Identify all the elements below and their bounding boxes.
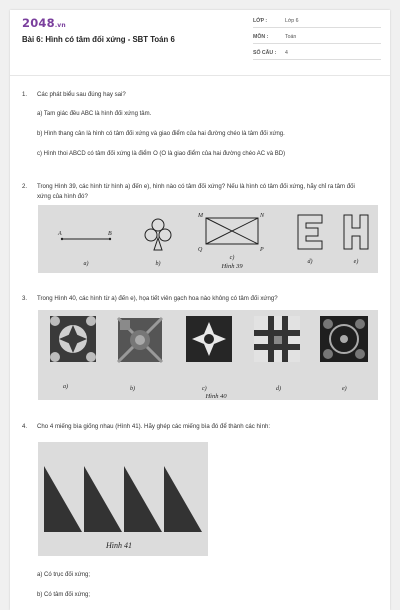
figure-41 xyxy=(38,442,208,556)
question-4-item-b: b) Có tâm đối xứng; xyxy=(37,592,91,598)
figure-41-caption: Hình 41 xyxy=(106,541,132,550)
figure-40-label-d: d) xyxy=(276,386,281,392)
figure-40 xyxy=(38,310,378,400)
site-logo[interactable]: 2048.vn xyxy=(22,16,66,30)
document-header xyxy=(10,10,390,72)
question-1-item-c: c) Hình thoi ABCD có tâm đối xứng là điểm O (O là giao điểm của hai đường chéo AC và BD) xyxy=(37,151,286,157)
figure-40-label-a: a) xyxy=(63,384,68,390)
figure-39-label-e: e) xyxy=(353,259,359,265)
figure-40-caption: Hình 40 xyxy=(205,393,227,400)
point-label-a: A xyxy=(58,231,62,237)
meta-grade: LỚP : Lớp 6 xyxy=(253,16,381,28)
meta-subject: MÔN : Toán xyxy=(253,32,381,44)
figure-40-label-e: e) xyxy=(342,386,347,392)
question-1-item-a: a) Tam giác đều ABC là hình đối xứng tâm. xyxy=(37,111,152,117)
page-title: Bài 6: Hình có tâm đối xứng - SBT Toán 6 xyxy=(22,35,175,44)
figure-40-tile-b xyxy=(118,318,162,362)
figure-39-club-shape xyxy=(145,219,171,250)
figure-39 xyxy=(38,205,378,273)
figure-39-label-c: c) xyxy=(229,255,235,261)
figure-39-segment-ab xyxy=(61,238,111,240)
figure-39-label-d: d) xyxy=(307,259,313,265)
header-divider xyxy=(10,75,390,76)
figure-40-label-b: b) xyxy=(130,386,135,392)
figure-41-triangle-3 xyxy=(124,466,162,532)
question-1-item-b: b) Hình thang cân là hình có tâm đối xứng và giao điểm của hai đường chéo là tâm đối xứng. xyxy=(37,131,285,137)
point-label-p: P xyxy=(260,247,264,253)
point-label-b: B xyxy=(108,231,112,237)
point-label-n: N xyxy=(260,213,265,219)
figure-40-label-c: c) xyxy=(202,386,207,392)
figure-39-label-a: a) xyxy=(83,261,89,267)
figure-40-tile-e xyxy=(320,316,368,362)
figure-39-letter-e xyxy=(298,215,322,249)
figure-41-triangle-1 xyxy=(44,466,82,532)
figure-40-tile-c xyxy=(186,316,232,362)
figure-39-caption: Hình 39 xyxy=(221,263,243,270)
figure-39-label-b: b) xyxy=(155,261,161,267)
point-label-q: Q xyxy=(198,247,203,253)
figure-41-triangle-2 xyxy=(84,466,122,532)
figure-39-letter-h xyxy=(344,215,368,249)
meta-question-count: SỐ CÂU : 4 xyxy=(253,48,381,60)
figure-40-tile-d xyxy=(254,316,300,362)
question-4-item-a: a) Có trục đối xứng; xyxy=(37,572,91,578)
document-page: 2048.vn Bài 6: Hình có tâm đối xứng - SBT Toán 6 LỚP : Lớp 6 MÔN : Toán SỐ CÂU : 4 1. Các phát biểu sau đúng hay sai? a) Tam giác đều ABC là hình đối xứng tâm. b) Hình thang cân là hình có tâm đối xứng và giao điểm của hai đường chéo là tâm đối xứng. c) Hình thoi ABCD có tâm đối xứng là điểm O (O là giao điểm của hai đường chéo AC và BD) 2. Trong Hình 39, các hình từ hình a) đến e), hình nào có tâm đối xứng? Nếu là hình có tâm đối xứng, hãy chỉ ra tâm đối xứng của hình đó? A B M N Q P a) b) c) Hình 39 d) e) 3. Trong Hình 40, các hình từ a) đến e), họa tiết viên gạch hoa nào không có tâm đối xứng? a) b) c) Hình 40 d) e) 4. Cho 4 miếng bìa giống nhau (Hình 41). Hãy ghép các miếng bìa đó để thành các hình: Hình 41 a) Có trục đối xứng; b) Có tâm đối xứng; xyxy=(10,10,390,610)
figure-39-rectangle-mnpq xyxy=(206,218,258,244)
point-label-m: M xyxy=(198,213,203,219)
figure-40-tile-a xyxy=(50,316,96,362)
figure-41-triangle-4 xyxy=(164,466,202,532)
